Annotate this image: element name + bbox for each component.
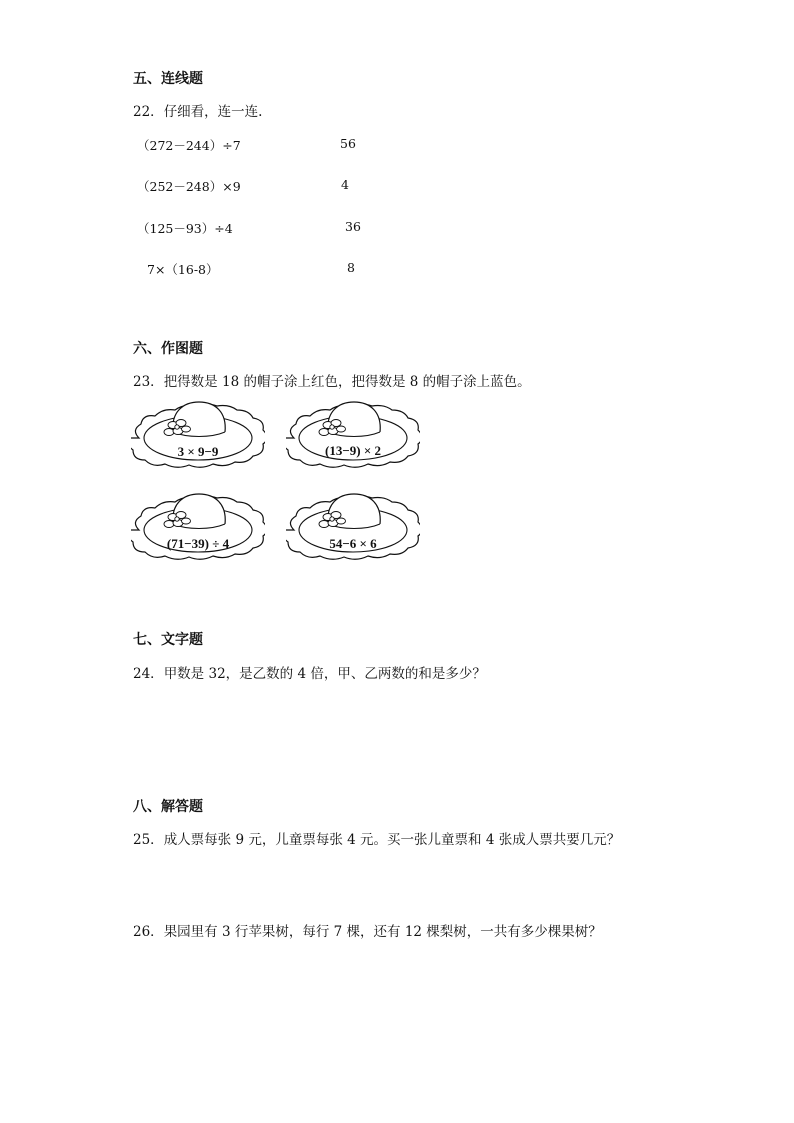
answer-number-2: 4: [341, 177, 349, 192]
answer-number-3: 36: [345, 219, 361, 234]
question-text: 果园里有 3 行苹果树，每行 7 棵，还有 12 棵梨树，一共有多少棵果树？: [163, 924, 602, 940]
expression-2: （252－248）×9: [137, 179, 241, 194]
hat-3[interactable]: [131, 490, 265, 566]
question-25: [133, 828, 620, 848]
question-23: [133, 370, 531, 390]
question-text: 把得数是 18 的帽子涂上红色，把得数是 8 的帽子涂上蓝色。: [163, 374, 531, 390]
hat-icon: [131, 398, 265, 474]
question-text: 甲数是 32，是乙数的 4 倍，甲、乙两数的和是多少？: [163, 666, 486, 682]
question-number: 25．: [133, 832, 164, 848]
question-text: 成人票每张 9 元，儿童票每张 4 元。买一张儿童票和 4 张成人票共要几元？: [163, 832, 621, 848]
answer-number-4: 8: [347, 260, 355, 275]
hat-icon: [286, 398, 420, 474]
hat-expression: (71−39) ÷ 4: [166, 536, 230, 551]
expression-1: （272－244）÷7: [137, 138, 241, 153]
hat-expression: 3 × 9−9: [177, 444, 219, 459]
question-22: [133, 100, 262, 120]
hat-2[interactable]: [286, 398, 420, 474]
question-24: [133, 662, 486, 682]
hat-4[interactable]: [286, 490, 420, 566]
hat-1[interactable]: [131, 398, 265, 474]
expression-4: 7×（16-8）: [147, 262, 219, 277]
expression-3: （125－93）÷4: [137, 221, 233, 236]
question-number: 22．: [133, 104, 164, 120]
question-26: [133, 920, 602, 940]
question-number: 24．: [133, 666, 164, 682]
hat-icon: [131, 490, 265, 566]
section-heading-6: 六、作图题: [133, 341, 203, 357]
hat-expression: (13−9) × 2: [325, 443, 381, 458]
hat-expression: 54−6 × 6: [329, 536, 377, 551]
question-number: 26．: [133, 924, 164, 940]
section-heading-5: 五、连线题: [133, 71, 203, 87]
question-number: 23．: [133, 374, 164, 390]
section-heading-7: 七、文字题: [133, 632, 203, 648]
section-heading-8: 八、解答题: [133, 799, 203, 815]
hat-icon: [286, 490, 420, 566]
answer-number-1: 56: [340, 136, 356, 151]
question-text: 仔细看，连一连.: [163, 104, 263, 120]
